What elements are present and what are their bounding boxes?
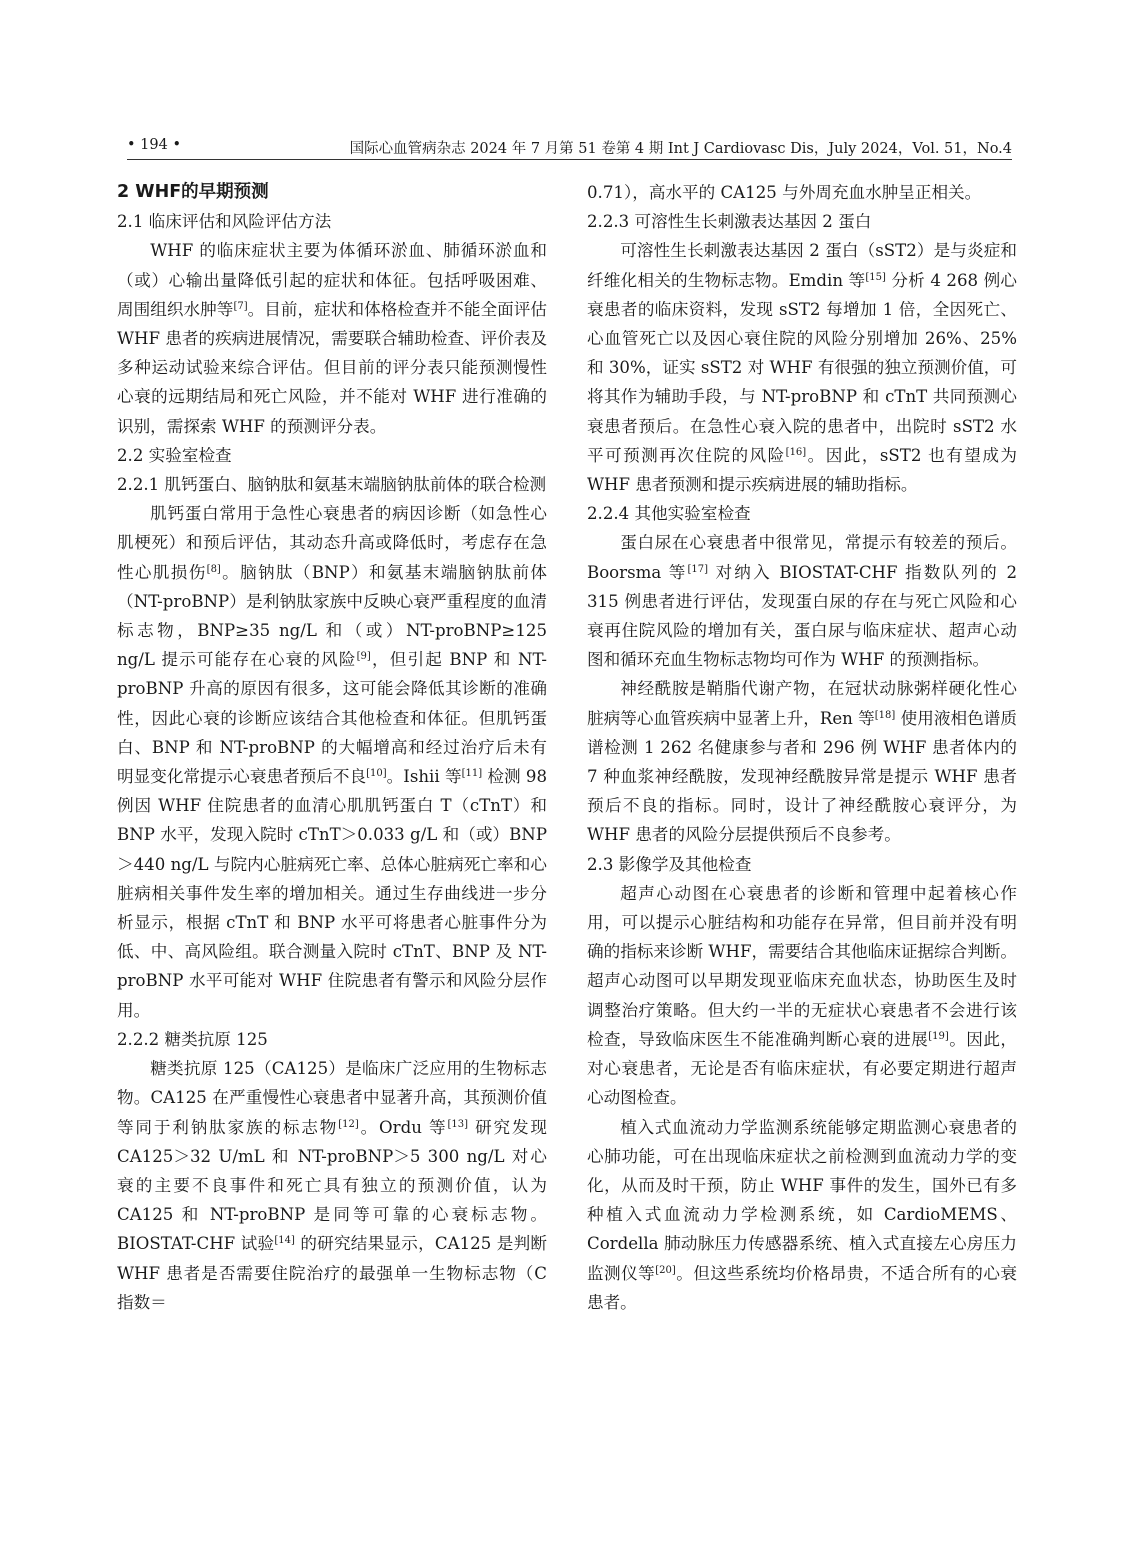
paragraph-text: 。脑钠肽（BNP）和氨基末端脑钠肽前体（NT-proBNP）是利钠肽家族中反映心衰严重程度的血清标志物，BNP≥35 ng/L 和（或）NT-proBNP≥125 ng/L 提示可能存在心衰的风险 (117, 562, 547, 670)
citation-reference: [16] (785, 446, 807, 458)
subsubsection-heading: 2.2.2 糖类抗原 125 (117, 1029, 268, 1049)
subsection-heading: 2.3 影像学及其他检查 (587, 854, 752, 874)
subsection-heading: 2.1 临床评估和风险评估方法 (117, 212, 332, 232)
citation-reference: [11] (461, 768, 483, 780)
citation-reference: [13] (447, 1118, 468, 1130)
body-paragraph (587, 178, 1017, 207)
body-paragraph (117, 499, 547, 1025)
paragraph-text: WHF 的临床症状主要为体循环淤血、肺循环淤血和（或）心输出量降低引起的症状和体征。包括呼吸困难、周围组织水肿等 (117, 241, 547, 319)
body-paragraph (587, 236, 1017, 499)
citation-reference: [20] (655, 1264, 676, 1276)
journal-citation: 国际心血管病杂志 2024 年 7 月第 51 卷第 4 期 Int J Cardiovasc Dis，July 2024，Vol. 51，No.4 (349, 141, 1012, 157)
citation-reference: [9] (356, 651, 371, 663)
citation-reference: [17] (687, 563, 709, 575)
paragraph-text: 蛋白尿在心衰患者中很常见，常提示有较差的预后。Boorsma 等 (587, 533, 1017, 582)
paragraph-text: 。因此，对心衰患者，无论是否有临床症状，有必要定期进行超声心动图检查。 (587, 1029, 1018, 1108)
paragraph-text: 检测 98 例因 WHF 住院患者的血清心肌肌钙蛋白 T（cTnT）和 BNP 水平，发现入院时 cTnT＞0.033 g/L 和（或）BNP＞440 ng/L 与院内心脏病死亡率、总体心脏病死亡率和心脏病相关事件发生率的增加相关。通过生存曲线进一步分析显示，根据 cTnT 和 BNP 水平可将患者心脏事件分为低、中、高风险组。联合测量入院时 cTnT、BNP 及 NT-proBNP 水平可能对 WHF 住院患者有警示和风险分层作用。 (117, 767, 548, 1020)
subsubsection-heading: 2.2.1 肌钙蛋白、脑钠肽和氨基末端脑钠肽前体的联合检测 (117, 475, 547, 495)
citation-reference: [15] (865, 271, 886, 283)
citation-reference: [8] (206, 563, 221, 575)
subsection-heading: 2.2 实验室检查 (117, 445, 232, 465)
citation-reference: [10] (366, 768, 387, 780)
citation-reference: [18] (874, 709, 896, 721)
paragraph-text: 。Ordu 等 (358, 1117, 448, 1137)
citation-reference: [7] (233, 300, 248, 312)
subsubsection-heading: 2.2.3 可溶性生长刺激表达基因 2 蛋白 (587, 212, 872, 232)
citation-reference: [12] (338, 1118, 359, 1130)
paragraph-text: 。Ishii 等 (386, 767, 462, 787)
paragraph-text: 。但这些系统均价格昂贵，不适合所有的心衰患者。 (587, 1263, 1018, 1312)
paragraph-text: 分析 4 268 例心衰患者的临床资料，发现 sST2 每增加 1 倍，全因死亡、心血管死亡以及因心衰住院的风险分别增加 26%、25% 和 30%，证实 sST2 对 WHF 有很强的独立预测价值，可将其作为辅助手段，与 NT-proBNP 和 cTnT 共同预测心衰患者预后。在急性心衰入院的患者中，出院时 sST2 水平可预测再次住院的风险 (587, 270, 1017, 465)
paragraph-text: 使用液相色谱质谱检测 1 262 名健康参与者和 296 例 WHF 患者体内的 7 种血浆神经酰胺，发现神经酰胺异常是提示 WHF 患者预后不良的指标。同时，设计了神经酰胺心衰评分，为 WHF 患者的风险分层提供预后不良参考。 (587, 708, 1017, 845)
paragraph-text: 研究发现 CA125＞32 U/mL 和 NT-proBNP＞5 300 ng/L 对心衰的主要不良事件和死亡具有独立的预测价值，认为 CA125 和 NT-proBNP 是同等可靠的心衰标志物。BIOSTAT-CHF 试验 (117, 1117, 548, 1254)
page-number: • 194 • (127, 137, 181, 153)
paragraph-text: 可溶性生长刺激表达基因 2 蛋白（sST2）是与炎症和纤维化相关的生物标志物。Emdin 等 (587, 241, 1017, 290)
running-header (127, 133, 1012, 160)
paragraph-text: 神经酰胺是鞘脂代谢产物，在冠状动脉粥样硬化性心脏病等心血管疾病中显著上升，Ren 等 (587, 679, 1017, 728)
paragraph-text: 糖类抗原 125（CA125）是临床广泛应用的生物标志物。CA125 在严重慢性心衰患者中显著升高，其预测价值等同于利钠肽家族的标志物 (117, 1059, 547, 1137)
body-paragraph (587, 528, 1017, 674)
section-heading: 2 WHF的早期预测 (117, 182, 269, 202)
body-paragraph (117, 236, 547, 440)
body-paragraph (587, 674, 1017, 849)
citation-reference: [19] (928, 1030, 949, 1042)
body-paragraph (587, 1113, 1017, 1317)
paragraph-text: 。目前，症状和体格检查并不能全面评估 WHF 患者的疾病进展情况，需要联合辅助检查、评价表及多种运动试验来综合评估。但目前的评分表只能预测慢性心衰的远期结局和死亡风险，并不能对 WHF 进行准确的识别，需探索 WHF 的预测评分表。 (117, 299, 548, 436)
paragraph-text: 对纳入 BIOSTAT-CHF 指数队列的 2 315 例患者进行评估，发现蛋白尿的存在与死亡风险和心衰再住院风险的增加有关，蛋白尿与临床症状、超声心动图和循环充血生物标志物均可作为 WHF 的预测指标。 (587, 562, 1017, 670)
subsubsection-heading: 2.2.4 其他实验室检查 (587, 504, 751, 524)
paragraph-text: 0.71），高水平的 CA125 与外周充血水肿呈正相关。 (587, 183, 982, 202)
paragraph-text: ，但引起 BNP 和 NT-proBNP 升高的原因有很多，这可能会降低其诊断的准确性，因此心衰的诊断应该结合其他检查和体征。但肌钙蛋白、BNP 和 NT-proBNP 的大幅增高和经过治疗后未有明显变化常提示心衰患者预后不良 (117, 650, 547, 787)
body-paragraph (117, 1054, 547, 1317)
paragraph-text: 超声心动图在心衰患者的诊断和管理中起着核心作用，可以提示心脏结构和功能存在异常，但目前并没有明确的指标来诊断 WHF，需要结合其他临床证据综合判断。超声心动图可以早期发现亚临床充血状态，协助医生及时调整治疗策略。但大约一半的无症状心衰患者不会进行该检查，导致临床医生不能准确判断心衰的进展 (587, 883, 1017, 1049)
paragraph-text: 植入式血流动力学监测系统能够定期监测心衰患者的心肺功能，可在出现临床症状之前检测到血流动力学的变化，从而及时干预，防止 WHF 事件的发生，国外已有多种植入式血流动力学检测系统，如 CardioMEMS、Cordella 肺动脉压力传感器系统、植入式直接左心房压力监测仪等 (587, 1117, 1017, 1283)
left-column (117, 178, 547, 1317)
right-column (587, 178, 1017, 1317)
citation-reference: [14] (274, 1235, 295, 1247)
paragraph-text: 肌钙蛋白常用于急性心衰患者的病因诊断（如急性心肌梗死）和预后评估，其动态升高或降低时，考虑存在急性心肌损伤 (117, 504, 547, 582)
paragraph-text: 。因此，sST2 也有望成为 WHF 患者预测和提示疾病进展的辅助指标。 (587, 445, 1017, 495)
body-paragraph (587, 879, 1017, 1113)
paragraph-text: 的研究结果显示，CA125 是判断 WHF 患者是否需要住院治疗的最强单一生物标志物（C 指数＝ (117, 1234, 547, 1312)
